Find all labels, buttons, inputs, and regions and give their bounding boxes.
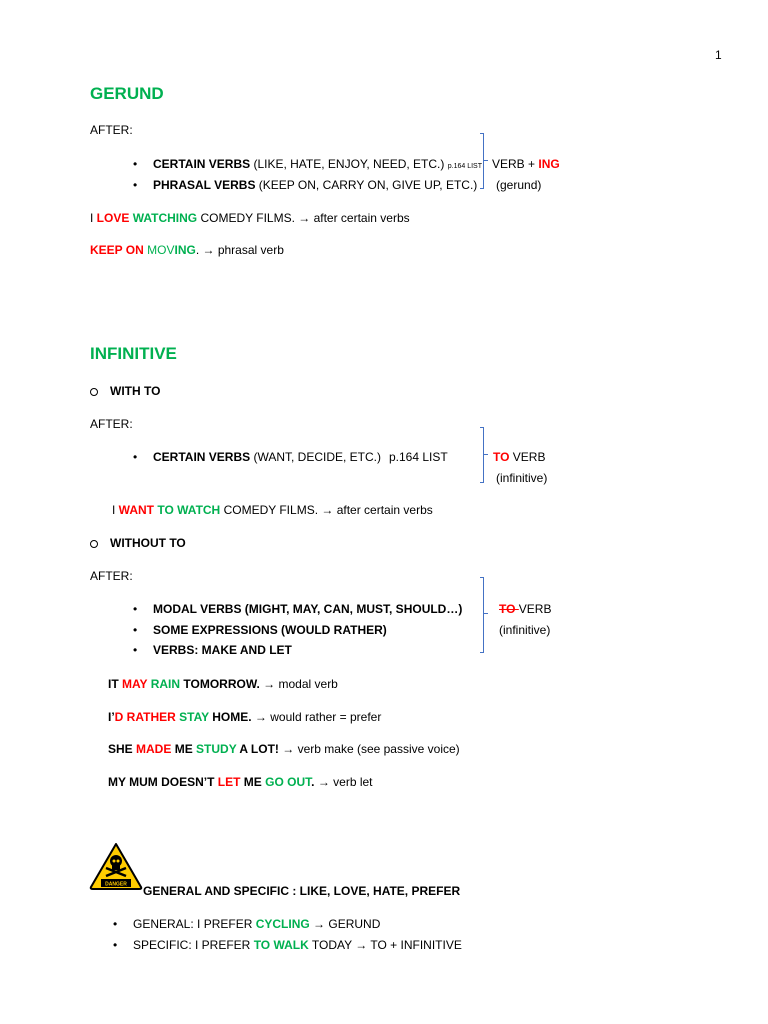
bullet-dot: • (113, 917, 118, 931)
general-bullet: • GENERAL: I PREFER CYCLING → GERUND (113, 917, 381, 931)
gerund-bullet-certain-verbs: • CERTAIN VERBS (LIKE, HATE, ENJOY, NEED, ETC.) p.164 LIST (133, 157, 482, 171)
infinitive-rule-2-note: (infinitive) (499, 623, 551, 637)
bullet-dot: • (133, 178, 138, 192)
infinitive-rule-1: TO VERB (493, 450, 546, 464)
infinitive-after-label-2: AFTER: (90, 569, 133, 583)
infinitive-brace-1-tip (484, 454, 488, 455)
bullet-dot: • (113, 938, 118, 952)
bullet-dot: • (133, 623, 138, 637)
gerund-bullet-phrasal-verbs: • PHRASAL VERBS (KEEP ON, CARRY ON, GIVE UP, ETC.) (133, 178, 478, 192)
circle-bullet (90, 540, 98, 548)
bullet-make-let: • VERBS: MAKE AND LET (133, 643, 292, 657)
bullet-dot: • (133, 450, 138, 464)
bullet-dot: • (133, 157, 138, 171)
gerund-example-2: KEEP ON MOVING. → phrasal verb (90, 243, 284, 257)
infinitive-example-2: IT MAY RAIN TOMORROW. → modal verb (108, 677, 338, 691)
bullet-dot: • (133, 643, 138, 657)
infinitive-example-3: I’D RATHER STAY HOME. → would rather = prefer (108, 710, 382, 724)
infinitive-list-ref: p.164 LIST (389, 450, 448, 464)
infinitive-brace-2 (480, 577, 484, 653)
gerund-brace-tip (484, 160, 488, 161)
danger-sign-label: DANGER (105, 881, 127, 888)
gerund-rule-note: (gerund) (496, 178, 542, 192)
infinitive-rule-2: TO VERB (499, 602, 552, 616)
infinitive-example-5: MY MUM DOESN’T LET ME GO OUT. → verb let (108, 775, 373, 789)
bullet-some-expressions: • SOME EXPRESSIONS (WOULD RATHER) (133, 623, 387, 637)
infinitive-bullet-certain-verbs: • CERTAIN VERBS (WANT, DECIDE, ETC.) (133, 450, 382, 464)
warning-heading: GENERAL AND SPECIFIC : LIKE, LOVE, HATE, PREFER (143, 884, 461, 898)
infinitive-after-label-1: AFTER: (90, 417, 133, 431)
specific-bullet: • SPECIFIC: I PREFER TO WALK TODAY → TO + INFINITIVE (113, 938, 462, 952)
infinitive-example-4: SHE MADE ME STUDY A LOT! → verb make (see passive voice) (108, 742, 460, 756)
bullet-dot: • (133, 602, 138, 616)
infinitive-heading: INFINITIVE (90, 344, 177, 363)
bullet-modal-verbs: • MODAL VERBS (MIGHT, MAY, CAN, MUST, SHOULD…) (133, 602, 463, 616)
circle-bullet (90, 388, 98, 396)
infinitive-rule-1-note: (infinitive) (496, 471, 548, 485)
gerund-example-1: I LOVE WATCHING COMEDY FILMS. → after certain verbs (90, 211, 410, 225)
gerund-rule: VERB + ING (492, 157, 560, 171)
infinitive-brace-1 (480, 427, 484, 483)
gerund-brace (480, 133, 484, 189)
gerund-heading: GERUND (90, 84, 164, 103)
gerund-after-label: AFTER: (90, 123, 133, 137)
with-to-item: WITH TO (90, 384, 160, 398)
page-number: 1 (715, 48, 722, 62)
infinitive-example-1: I WANT TO WATCH COMEDY FILMS. → after certain verbs (112, 503, 433, 517)
without-to-item: WITHOUT TO (90, 536, 186, 550)
infinitive-brace-2-tip (484, 613, 488, 614)
danger-warning-icon (89, 842, 143, 890)
